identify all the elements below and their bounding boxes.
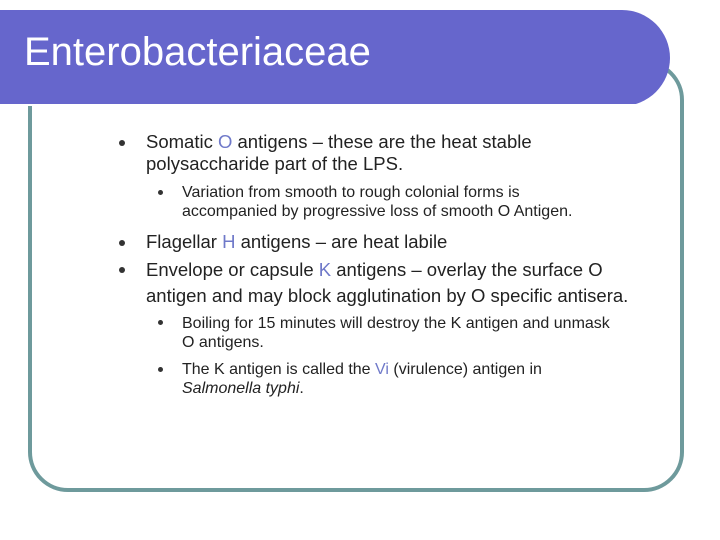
slide-title: Enterobacteriaceae (24, 30, 371, 74)
bullet-dot (119, 267, 125, 273)
bullet-dot (119, 240, 125, 246)
bullet-somatic-o: Somatic O antigens – these are the heat stable polysaccharide part of the LPS. (146, 131, 532, 174)
bullet-envelope-k: Envelope or capsule K antigens – overlay the surface O antigen and may block agglutination by O specific antisera. (146, 259, 629, 306)
sub-bullet-dot (158, 320, 163, 325)
species-name: Salmonella typhi (182, 380, 300, 397)
sub-bullet-boiling: Boiling for 15 minutes will destroy the K antigen and unmask O antigens. (182, 315, 610, 351)
title-underline (0, 104, 640, 106)
sub-bullet-dot (158, 190, 163, 195)
bullet-dot (119, 140, 125, 146)
highlight-h: H (222, 231, 236, 252)
sub-bullet-vi-antigen: The K antigen is called the Vi (virulence) antigen in Salmonella typhi. (182, 361, 542, 397)
highlight-k: K (318, 259, 332, 280)
sub-bullet-dot (158, 367, 163, 372)
highlight-o: O (217, 131, 233, 152)
bullet-flagellar-h: Flagellar H antigens – are heat labile (146, 231, 448, 252)
highlight-vi: Vi (375, 361, 389, 378)
sub-bullet-variation: Variation from smooth to rough colonial forms is accompanied by progressive loss of smooth O Antigen. (182, 184, 573, 220)
